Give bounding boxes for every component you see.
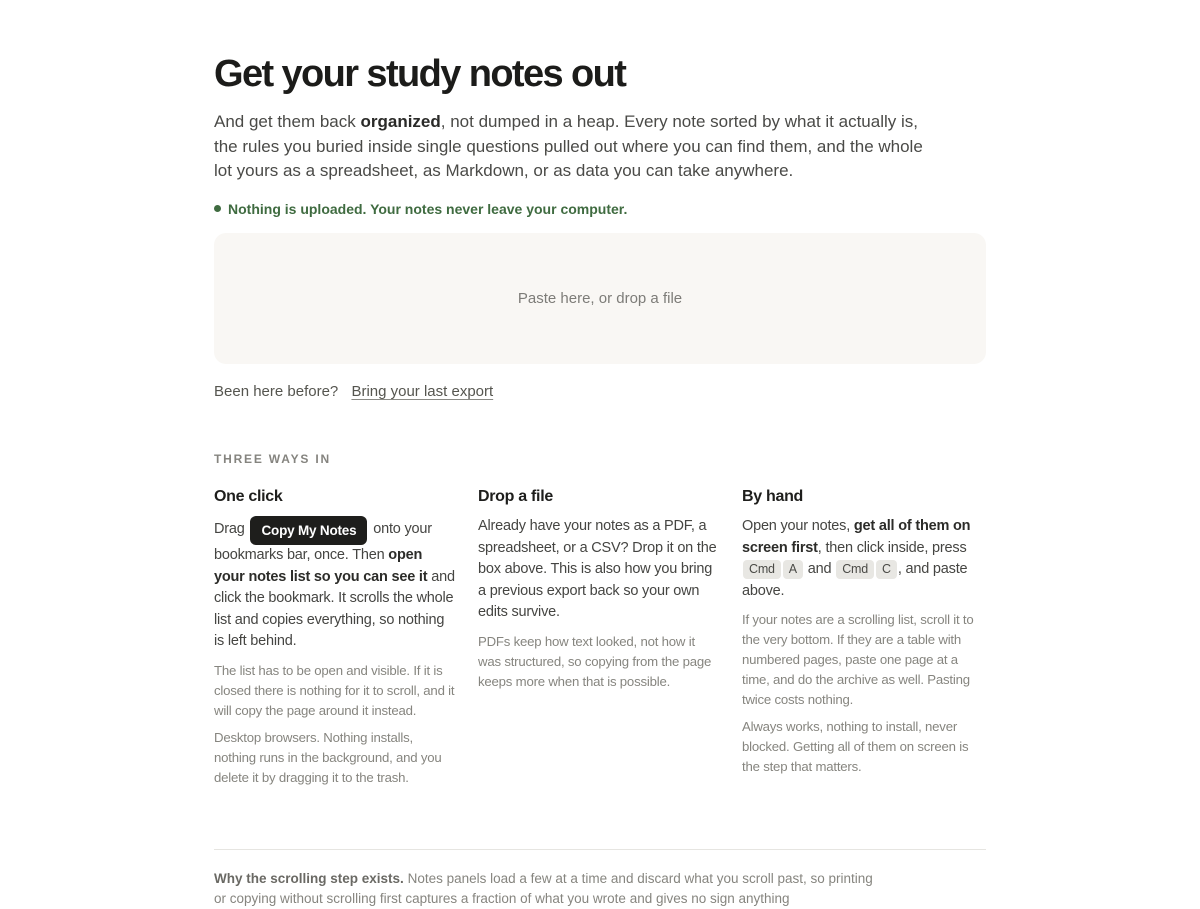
key-cmd: Cmd <box>836 560 874 579</box>
bookmarklet-button[interactable]: Copy My Notes <box>250 516 367 545</box>
section-divider <box>214 849 986 850</box>
drag-word: Drag <box>214 521 245 537</box>
page-title: Get your study notes out <box>214 53 626 95</box>
key-cmd: Cmd <box>743 560 781 579</box>
section-eyebrow: THREE WAYS IN <box>214 452 331 466</box>
intro-text-bold: organized <box>360 112 441 131</box>
why-bold: Why the scrolling step exists. <box>214 871 404 886</box>
method-text-a: onto your bookmarks bar, once. Then <box>214 521 432 563</box>
privacy-text: Nothing is uploaded. Your notes never leave your computer. <box>228 201 628 217</box>
intro-text-after: , not dumped in a heap. Every note sorted by what it actually is, the rules you buried inside single questions pulled out where you can find them, and the whole lot yours as a spreadsheet, as Markdown, or as data you can take anywhere. <box>214 112 923 181</box>
method-text-b: and click the bookmark. It scrolls the whole list and copies everything, so nothing is left behind. <box>214 568 455 650</box>
method-body <box>742 516 984 602</box>
method-text-bold: get all of them on screen first <box>742 518 971 556</box>
method-note: Desktop browsers. Nothing installs, nothing runs in the background, and you delete it by dragging it to the trash. <box>214 729 442 785</box>
and-word: and <box>807 561 832 578</box>
privacy-notice <box>214 200 627 218</box>
intro-paragraph <box>214 110 934 184</box>
why-text: Notes panels load a few at a time and discard what you scroll past, so printing or copying without scrolling first captures a fraction of what you wrote and gives no sign anything <box>214 871 873 906</box>
bring-last-export-link[interactable]: Bring your last export <box>351 383 494 400</box>
method-note: Always works, nothing to install, never blocked. Getting all of them on screen is the step that matters. <box>742 719 969 775</box>
method-text-c: , and paste above. <box>742 561 968 599</box>
method-note: The list has to be open and visible. If it is closed there is nothing for it to scroll, and it will copy the page around it instead. <box>214 662 455 718</box>
method-title: By hand <box>742 488 804 505</box>
intro-text-before: And get them back <box>214 112 361 131</box>
why-scrolling-note <box>214 869 874 909</box>
method-title: Drop a file <box>478 488 553 505</box>
method-one-click <box>214 486 456 795</box>
restore-export-row <box>214 383 493 400</box>
method-body <box>214 516 456 653</box>
method-note: PDFs keep how text looked, not how it was structured, so copying from the page keeps more when that is possible. <box>478 633 712 689</box>
method-drop-file <box>478 486 720 699</box>
method-body: Already have your notes as a PDF, a spreadsheet, or a CSV? Drop it on the box above. This is also how you bring a previous export back so your own edits survive. <box>478 518 717 621</box>
key-c: C <box>876 560 897 579</box>
method-title: One click <box>214 488 283 505</box>
method-note: If your notes are a scrolling list, scroll it to the very bottom. If they are a table with numbered pages, paste one page at a time, and do the archive as well. Pasting twice costs nothing. <box>742 612 974 708</box>
paste-drop-zone[interactable] <box>214 233 986 364</box>
method-by-hand <box>742 486 984 784</box>
key-a: A <box>783 560 803 579</box>
method-text-b: , then click inside, press <box>817 539 967 556</box>
method-text-a: Open your notes, <box>742 518 854 534</box>
method-text-bold: open your notes list so you can see it <box>214 547 428 585</box>
drop-zone-placeholder: Paste here, or drop a file <box>517 290 683 307</box>
status-dot-icon <box>214 205 221 212</box>
restore-prompt: Been here before? <box>214 383 339 400</box>
